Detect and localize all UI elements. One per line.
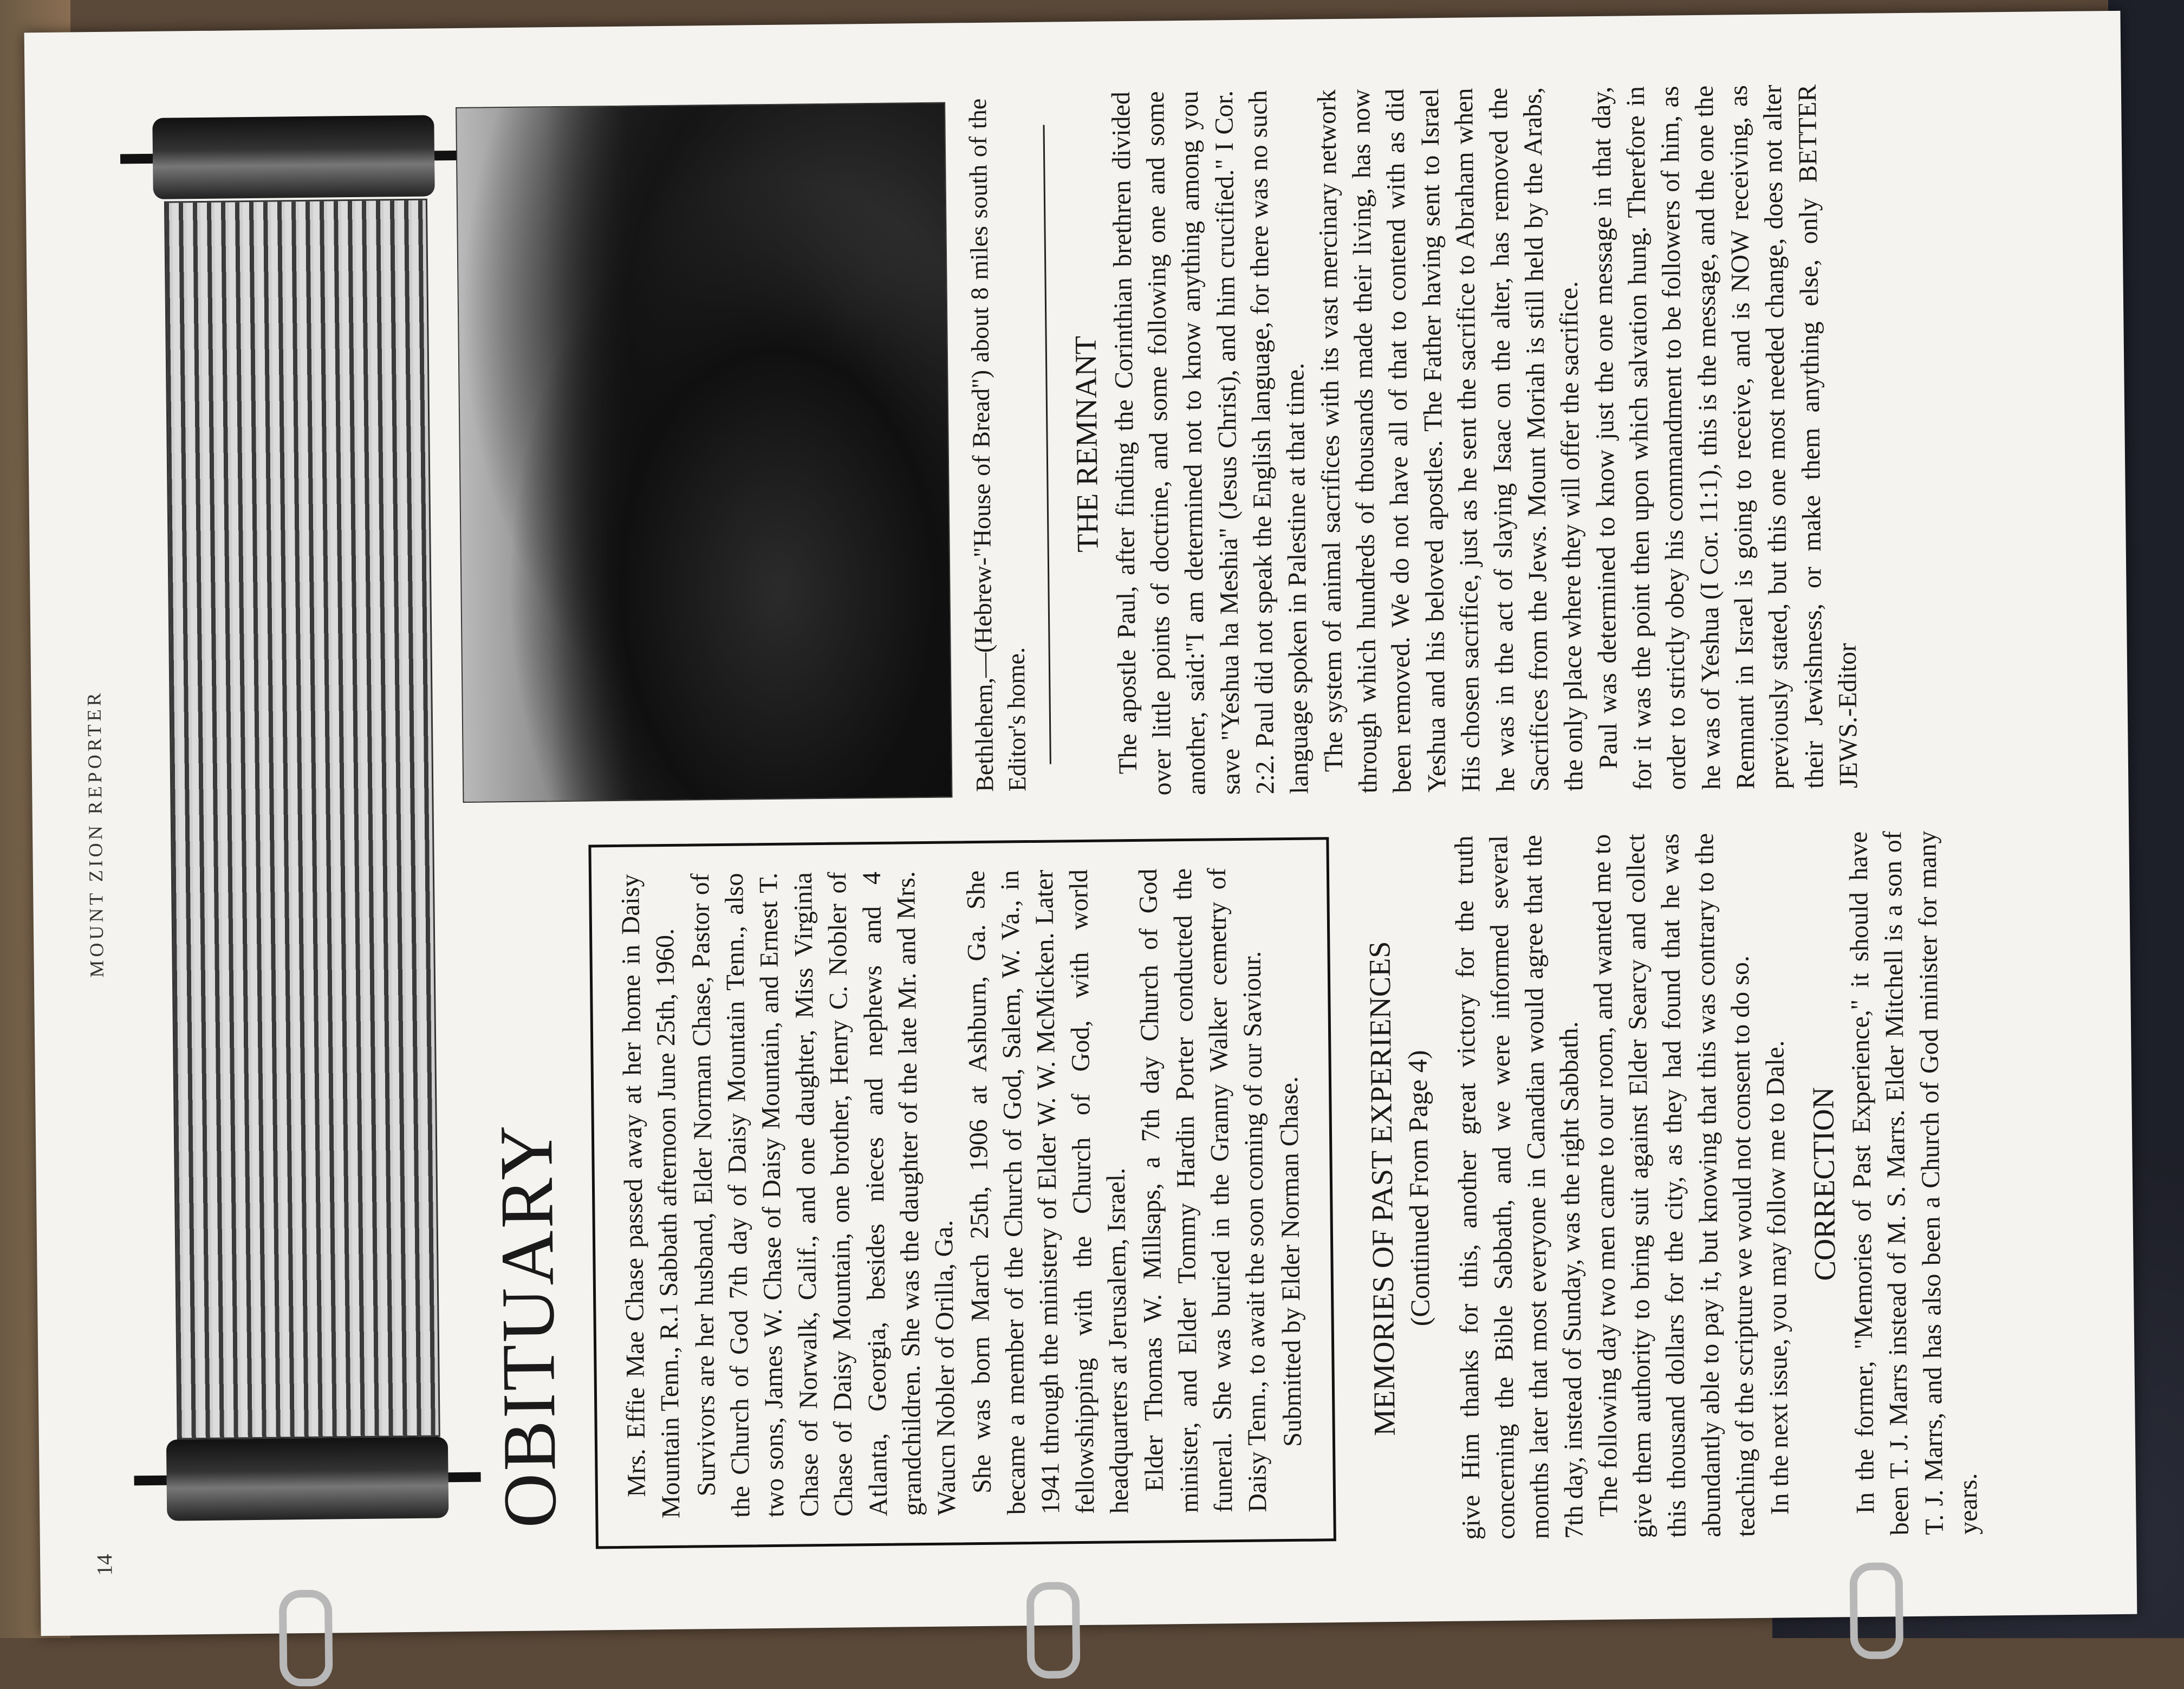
correction-paragraph: In the former, "Memories of Past Experience," it should have been T. J. Marrs instead of M. S. Marrs. Elder Mitchell is a son of T. J. Marrs, and has also been a Church of God minister for many years.: [1844, 830, 1983, 1536]
memories-paragraph: In the next issue, you may follow me to Dale.: [1760, 1040, 1795, 1515]
roller-handle: [120, 154, 153, 164]
memories-title: MEMORIES OF PAST EXPERIENCES: [1363, 941, 1402, 1437]
scroll-parchment: [164, 199, 440, 1440]
memories-body: [1447, 832, 1797, 1540]
correction-body: [1841, 830, 1986, 1536]
roller-handle: [448, 1472, 480, 1483]
obituary-paragraph: Mrs. Effie Mae Chase passed away at her home in Daisy Mountain Tenn., R.1 Sabbath afternoon June 25th, 1960.: [615, 874, 686, 1519]
obituary-box: [588, 837, 1336, 1549]
obituary-paragraph: She was born March 25th, 1906 at Ashburn, Ga. She became a member of the Church of God, Salem, W. Va., in 1941 through the ministery of Elder W. W. McMicken. Later fellowshipping with the Church of God, with world headquarters at Jerusalem, Israel.: [961, 869, 1134, 1515]
right-column: [472, 84, 1866, 803]
paper-page: [24, 11, 2137, 1636]
remnant-body: [1103, 84, 1865, 796]
binder-ring: [1849, 1562, 1903, 1659]
memories-paragraph: The following day two men came to our room, and wanted me to give them authority to bring suit against Elder Searcy and collect this thousand dollars for the city, as they had found that he was abundantly able to pay it, but knowing that this was contrary to the teaching of the scripture we would not consent to do so.: [1587, 833, 1760, 1538]
obituary-paragraph: Survivors are her husband, Elder Norman Chase, Pastor of the Church of God 7th day of Daisy Mountain Tenn., also two sons, James W. Chase of Daisy Mountain, and Ernest T. Chase of Norwalk, Calif., and one daughter, Miss Virginia Chase of Daisy Mountain, one brother, Henry C. Nobler of Atlanta, Georgia, besides nieces and nephews and 4 grandchildren. She was the daughter of the late Mr. and Mrs. Waucn Nobler of Orilla, Ga.: [685, 871, 961, 1518]
photo-caption: Bethlehem,—(Hebrew-"House of Bread") about 8 miles south of the Editor's home.: [963, 98, 1031, 792]
obituary-signature: Submitted by Elder Norman Chase.: [1274, 1076, 1307, 1447]
scroll-roller-right: [152, 115, 435, 199]
binder-ring: [1026, 1582, 1081, 1679]
binder-ring: [279, 1590, 333, 1687]
obituary-paragraph: Elder Thomas W. Millsaps, a 7th day Church of God minister, and Elder Tommy Hardin Porter conducted the funeral. She was buried in the Granny Walker cemetry of Daisy Tenn., to await the soon coming of our Saviour.: [1134, 868, 1272, 1513]
correction-title: CORRECTION: [1806, 1087, 1842, 1281]
page-content: [43, 27, 2118, 1620]
memories-subtitle: (Continued From Page 4): [1402, 1050, 1435, 1327]
running-header: MOUNT ZION REPORTER: [83, 690, 108, 978]
remnant-paragraph: The apostle Paul, after finding the Corinthian brethren divided over little points of doctrine, and some following one and some another, said:"I am determined not to know anything among you save "Yeshua ha Meshia" (Jesus Christ), and him crucified." I Cor. 2:2. Paul did not speak the English language, for there was no such language spoken in Palestine at that time.: [1106, 90, 1314, 796]
memories-paragraph: give Him thanks for this, another great victory for the truth concerning the Bible Sabbath, and we were informed several months later that most everyone in Canadian would agree that the 7th day, instead of Sunday, was the right Sabbath.: [1450, 834, 1589, 1540]
scroll-roller-left: [166, 1437, 449, 1521]
obituary-title: OBITUARY: [484, 1122, 573, 1529]
remnant-title: THE REMNANT: [1069, 335, 1105, 553]
remnant-paragraph: The system of animal sacrifices with its vast mercinary network through which hundreds of thousands made their living, has now been removed. We do not have all of that to contend with as did Yeshua and his beloved apostles. The Father having sent to Israel His chosen sacrifice, just as he sent the sacrifice to Abraham when he was in the act of slaying Isaac on the alter, has removed the Sacrifices from the Jews. Mount Moriah is still held by the Arabs, the only place where they will offer the sacrifice.: [1312, 87, 1589, 794]
left-column: [479, 830, 1986, 1550]
divider: [1043, 125, 1051, 764]
torah-scroll-illustration: [131, 109, 459, 1532]
page-number: 14: [92, 1554, 117, 1576]
bethlehem-photo: [456, 102, 952, 803]
roller-handle: [134, 1476, 167, 1486]
remnant-paragraph: Paul was determined to know just the one message in that day, for it was the point then upon which salvation hung. Therefore in order to strictly obey his commandment to be followers of him, as he was of Yeshua (I Cor. 11:1), this is the message, and the one the Remnant in Israel is going to receive, and is NOW receiving, as previously stated, but this one most needed change, does not alter their Jewishness, or make them anything else, only BETTER JEWS.-Editor: [1587, 84, 1863, 791]
